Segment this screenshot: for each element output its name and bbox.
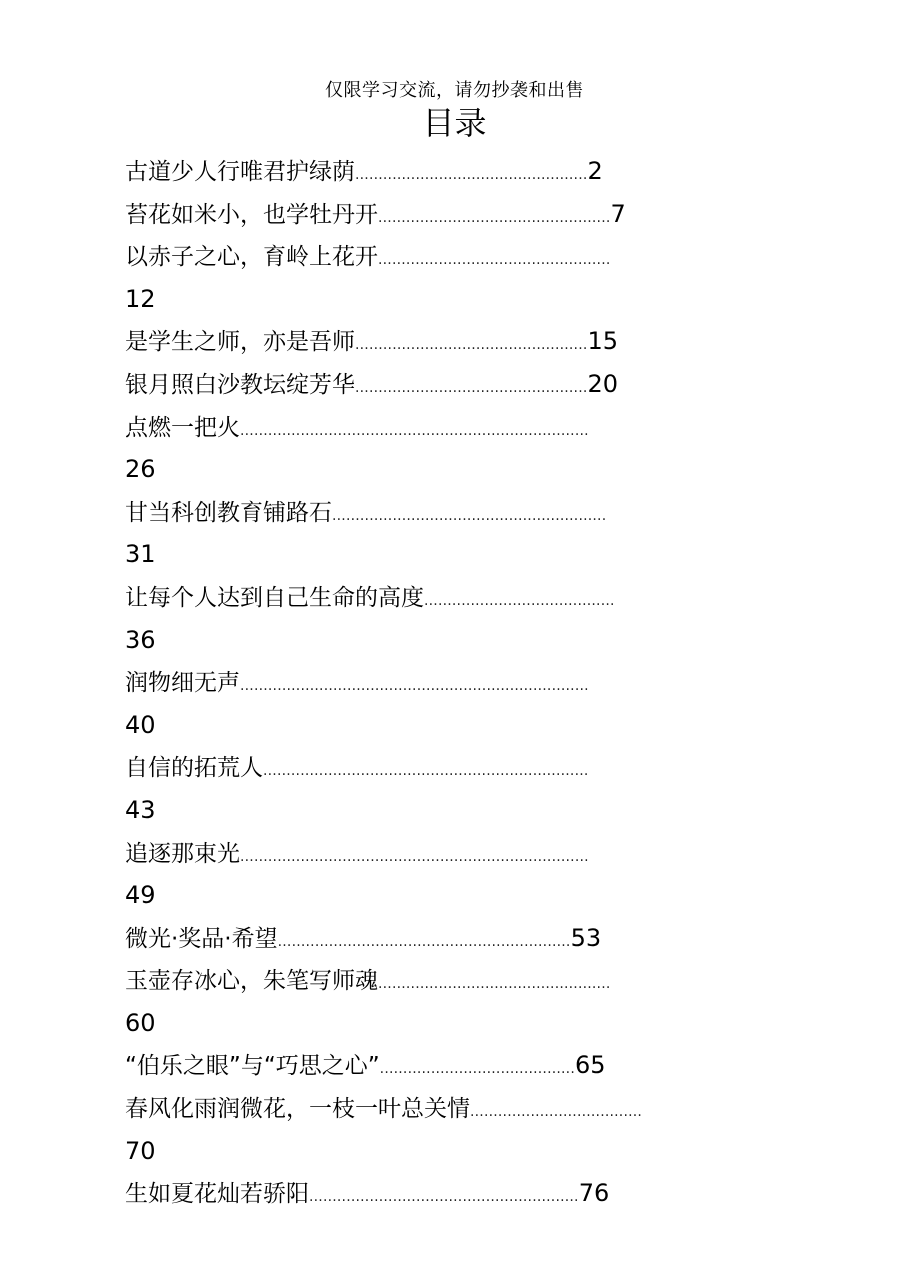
toc-entry-title: 微光·奖品·希望 (125, 925, 278, 952)
toc-entry-title: 生如夏花灿若骄阳 (125, 1181, 309, 1208)
toc-entry-title: 春风化雨润微花，一枝一叶总关情 (125, 1096, 470, 1123)
toc-entry-leader: ........................................................................... (240, 678, 589, 695)
toc-entry[interactable] (125, 1130, 785, 1173)
toc-entry-leader: .................................................. (378, 209, 611, 226)
toc-entry-leader: .................................................. (378, 976, 611, 993)
toc-entry-leader: ..................................... (470, 1104, 643, 1121)
toc-entry-page: 20 (587, 369, 619, 398)
toc-entry-leader: .................................................. (355, 379, 588, 396)
toc-entry-page: 60 (125, 1008, 156, 1037)
toc-entry-title: 苔花如米小，也学牡丹开 (125, 201, 378, 228)
toc-entry[interactable] (125, 789, 785, 832)
toc-entry-page: 7 (610, 199, 626, 228)
toc-entry-title: 让每个人达到自己生命的高度 (125, 584, 424, 611)
toc-entry-title: 是学生之师，亦是吾师 (125, 329, 355, 356)
toc-entry-page: 31 (125, 540, 156, 569)
toc-entry-title: 润物细无声 (125, 670, 240, 697)
toc-entry[interactable] (125, 278, 785, 321)
toc-entry[interactable] (125, 746, 785, 789)
toc-entry[interactable] (125, 1002, 785, 1045)
toc-entry-page: 53 (570, 923, 602, 952)
toc-entry[interactable] (125, 363, 785, 406)
toc-entry[interactable] (125, 917, 785, 960)
toc-entry-leader: ........................................................................... (240, 422, 589, 439)
toc-entry[interactable] (125, 619, 785, 662)
toc-entry[interactable] (125, 320, 785, 363)
toc-entry[interactable] (125, 491, 785, 534)
toc-entry-title: 古道少人行唯君护绿荫 (125, 159, 355, 185)
toc-entry[interactable] (125, 193, 785, 236)
toc-entry-leader: .......................................................... (309, 1189, 579, 1206)
toc-entry-page: 43 (125, 795, 156, 824)
toc-entry-title: 银月照白沙教坛绽芳华 (125, 371, 355, 398)
toc-entry-title: “伯乐之眼”与“巧思之心” (125, 1053, 380, 1080)
toc-entry-page: 40 (125, 710, 156, 739)
toc-entry[interactable] (125, 406, 785, 449)
toc-entry-page: 12 (125, 284, 156, 313)
toc-entry[interactable] (125, 1172, 785, 1215)
toc-entry-title: 点燃一把火 (125, 414, 240, 441)
toc-title: 目录 (422, 104, 487, 142)
toc-entry[interactable] (125, 448, 785, 491)
toc-entry-title: 自信的拓荒人 (125, 755, 263, 782)
table-of-contents (125, 150, 785, 1215)
toc-entry-page: 2 (587, 157, 603, 185)
toc-entry[interactable] (125, 661, 785, 704)
toc-entry-page: 49 (125, 881, 156, 910)
toc-entry[interactable] (125, 959, 785, 1002)
toc-entry-page: 70 (125, 1136, 156, 1165)
toc-entry-page: 15 (587, 327, 619, 356)
toc-entry[interactable] (125, 704, 785, 747)
toc-entry[interactable] (125, 874, 785, 917)
toc-entry-leader: .................................................. (355, 337, 588, 354)
toc-entry[interactable] (125, 832, 785, 875)
toc-entry[interactable] (125, 235, 785, 278)
watermark-notice: 仅限学习交流，请勿抄袭和出售 (325, 80, 584, 101)
toc-entry[interactable] (125, 533, 785, 576)
toc-entry-title: 以赤子之心，育岭上花开 (125, 244, 378, 271)
toc-entry-title: 玉壶存冰心，朱笔写师魂 (125, 968, 378, 995)
toc-entry-page: 36 (125, 625, 156, 654)
toc-entry-title: 追逐那束光 (125, 840, 240, 867)
toc-entry-leader: ......................................... (424, 592, 615, 609)
toc-entry-leader: ........................................................................... (240, 848, 589, 865)
toc-entry-leader: .................................................. (355, 167, 588, 183)
toc-entry-leader: ............................................................... (277, 933, 571, 950)
toc-entry[interactable] (125, 1087, 785, 1130)
toc-entry-page: 76 (578, 1179, 610, 1208)
toc-entry-leader: ...................................................................... (263, 763, 589, 780)
toc-entry[interactable] (125, 1044, 785, 1087)
toc-entry[interactable] (125, 576, 785, 619)
toc-entry[interactable] (125, 150, 785, 193)
toc-entry-leader: .................................................. (378, 252, 611, 269)
toc-entry-page: 65 (574, 1051, 606, 1080)
toc-entry-leader: .......................................... (379, 1061, 575, 1078)
toc-entry-page: 26 (125, 455, 156, 484)
toc-entry-leader: ........................................................... (332, 507, 607, 524)
toc-entry-title: 甘当科创教育铺路石 (125, 499, 332, 526)
